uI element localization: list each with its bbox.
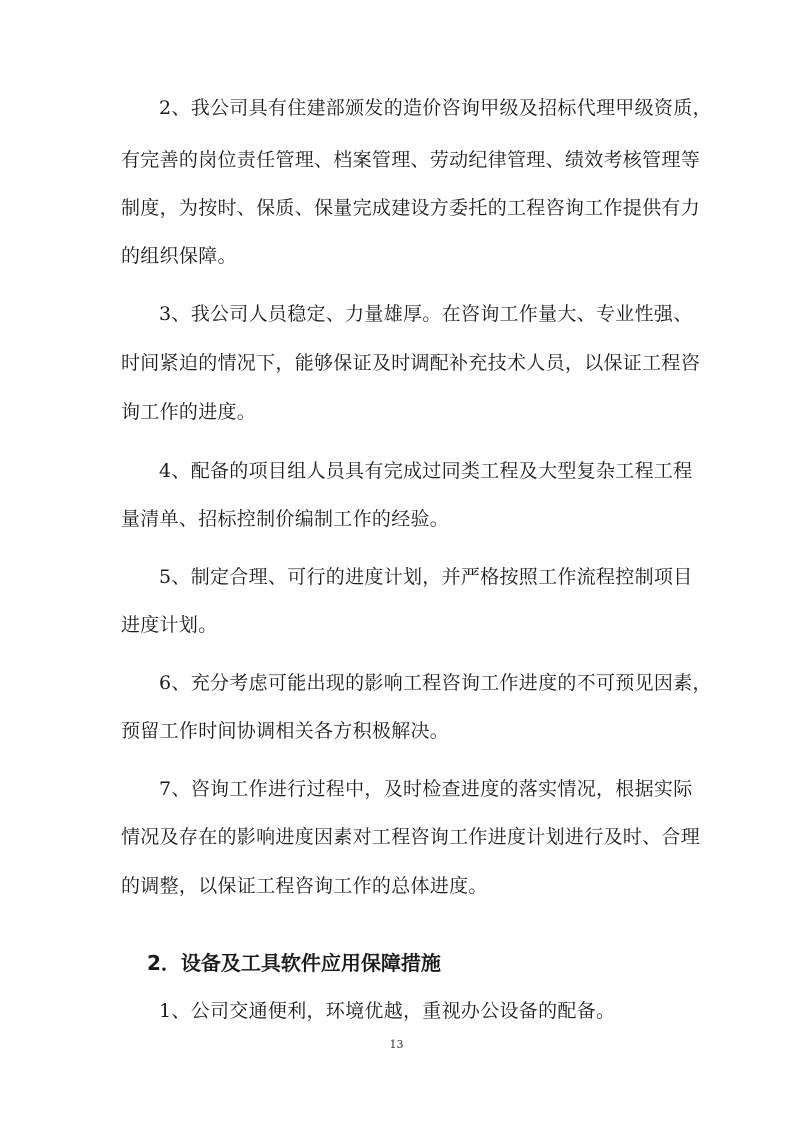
page-number: 13: [389, 1038, 404, 1051]
paragraph-7-line-3: 的调整，以保证工程咨询工作的总体进度。: [121, 875, 488, 897]
paragraph-2-line-3: 制度，为按时、保质、保量完成建设方委托的工程咨询工作提供有力: [121, 197, 701, 219]
paragraph-5-line-2: 进度计划。: [121, 614, 218, 636]
paragraph-6-line-2: 预留工作时间协调相关各方积极解决。: [121, 720, 450, 742]
paragraph-3-line-3: 询工作的进度。: [121, 401, 257, 423]
paragraph-2-line-2: 有完善的岗位责任管理、档案管理、劳动纪律管理、绩效考核管理等: [121, 149, 701, 171]
paragraph-3-line-1: 3、我公司人员稳定、力量雄厚。在咨询工作量大、专业性强、: [159, 303, 693, 325]
paragraph-7-line-2: 情况及存在的影响进度因素对工程咨询工作进度计划进行及时、合理: [121, 826, 701, 848]
paragraph-7-line-1: 7、咨询工作进行过程中，及时检查进度的落实情况，根据实际: [159, 778, 693, 800]
paragraph-4-line-2: 量清单、招标控制价编制工作的经验。: [121, 508, 450, 530]
paragraph-3-line-2: 时间紧迫的情况下，能够保证及时调配补充技术人员，以保证工程咨: [121, 352, 701, 374]
section-heading: 2．设备及工具软件应用保障措施: [147, 951, 441, 975]
paragraph-2-line-4: 的组织保障。: [121, 245, 237, 267]
paragraph-4-line-1: 4、配备的项目组人员具有完成过同类工程及大型复杂工程工程: [159, 460, 693, 482]
section-item-1: 1、公司交通便利，环境优越，重视办公设备的配备。: [159, 1000, 616, 1022]
paragraph-2-line-1: 2、我公司具有住建部颁发的造价咨询甲级及招标代理甲级资质，: [159, 97, 712, 119]
paragraph-6-line-1: 6、充分考虑可能出现的影响工程咨询工作进度的不可预见因素，: [159, 672, 712, 694]
paragraph-5-line-1: 5、制定合理、可行的进度计划，并严格按照工作流程控制项目: [159, 566, 693, 588]
